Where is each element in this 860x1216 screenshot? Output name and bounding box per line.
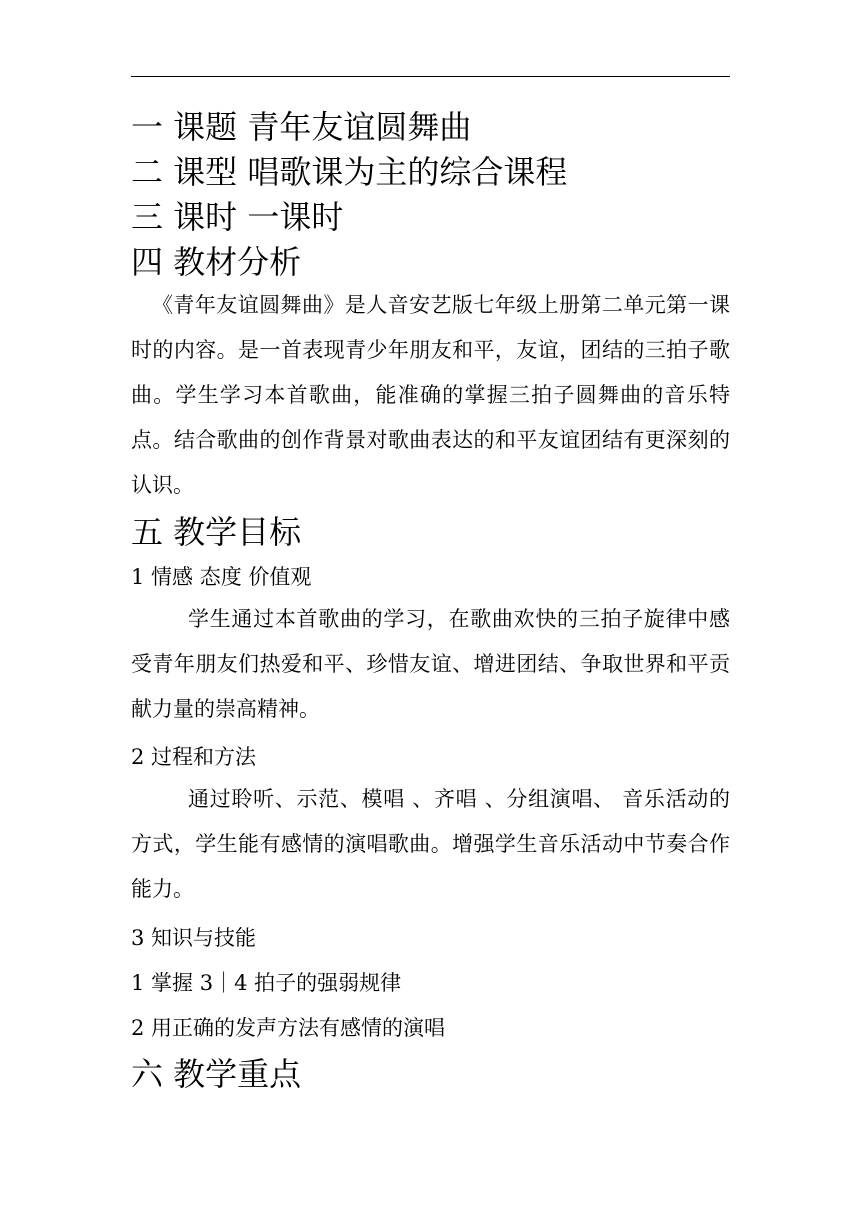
goal-1-title: 1 情感 态度 价值观 (131, 565, 312, 589)
goal-2-title: 2 过程和方法 (131, 745, 257, 769)
heading-topic: 一 课题 青年友谊圆舞曲 (131, 108, 472, 146)
goal-3-item-2: 2 用正确的发声方法有感情的演唱 (131, 1016, 446, 1040)
goal-3-title: 3 知识与技能 (131, 926, 257, 950)
heading-type: 二 课型 唱歌课为主的综合课程 (131, 153, 568, 191)
heading-teaching-focus: 六 教学重点 (131, 1055, 302, 1093)
header-rule (131, 76, 730, 77)
heading-teaching-goals: 五 教学目标 (131, 513, 302, 551)
goal-3-item-1: 1 掌握 3｜4 拍子的强弱规律 (131, 971, 402, 995)
heading-duration: 三 课时 一课时 (131, 198, 344, 236)
heading-material-analysis: 四 教材分析 (131, 243, 302, 281)
goal-2-text: 通过聆听、示范、模唱 、齐唱 、分组演唱、 音乐活动的方式，学生能有感情的演唱歌曲。增强学生音乐活动中节奏合作能力。 (131, 787, 730, 901)
analysis-paragraph: 《青年友谊圆舞曲》是人音安艺版七年级上册第二单元第一课时的内容。是一首表现青少年朋友和平，友谊，团结的三拍子歌曲。学生学习本首歌曲，能准确的掌握三拍子圆舞曲的音乐特点。结合歌曲的创作背景对歌曲表达的和平友谊团结有更深刻的认识。 (131, 293, 730, 497)
goal-1-text: 学生通过本首歌曲的学习，在歌曲欢快的三拍子旋律中感受青年朋友们热爱和平、珍惜友谊、增进团结、争取世界和平贡献力量的崇高精神。 (131, 607, 730, 721)
